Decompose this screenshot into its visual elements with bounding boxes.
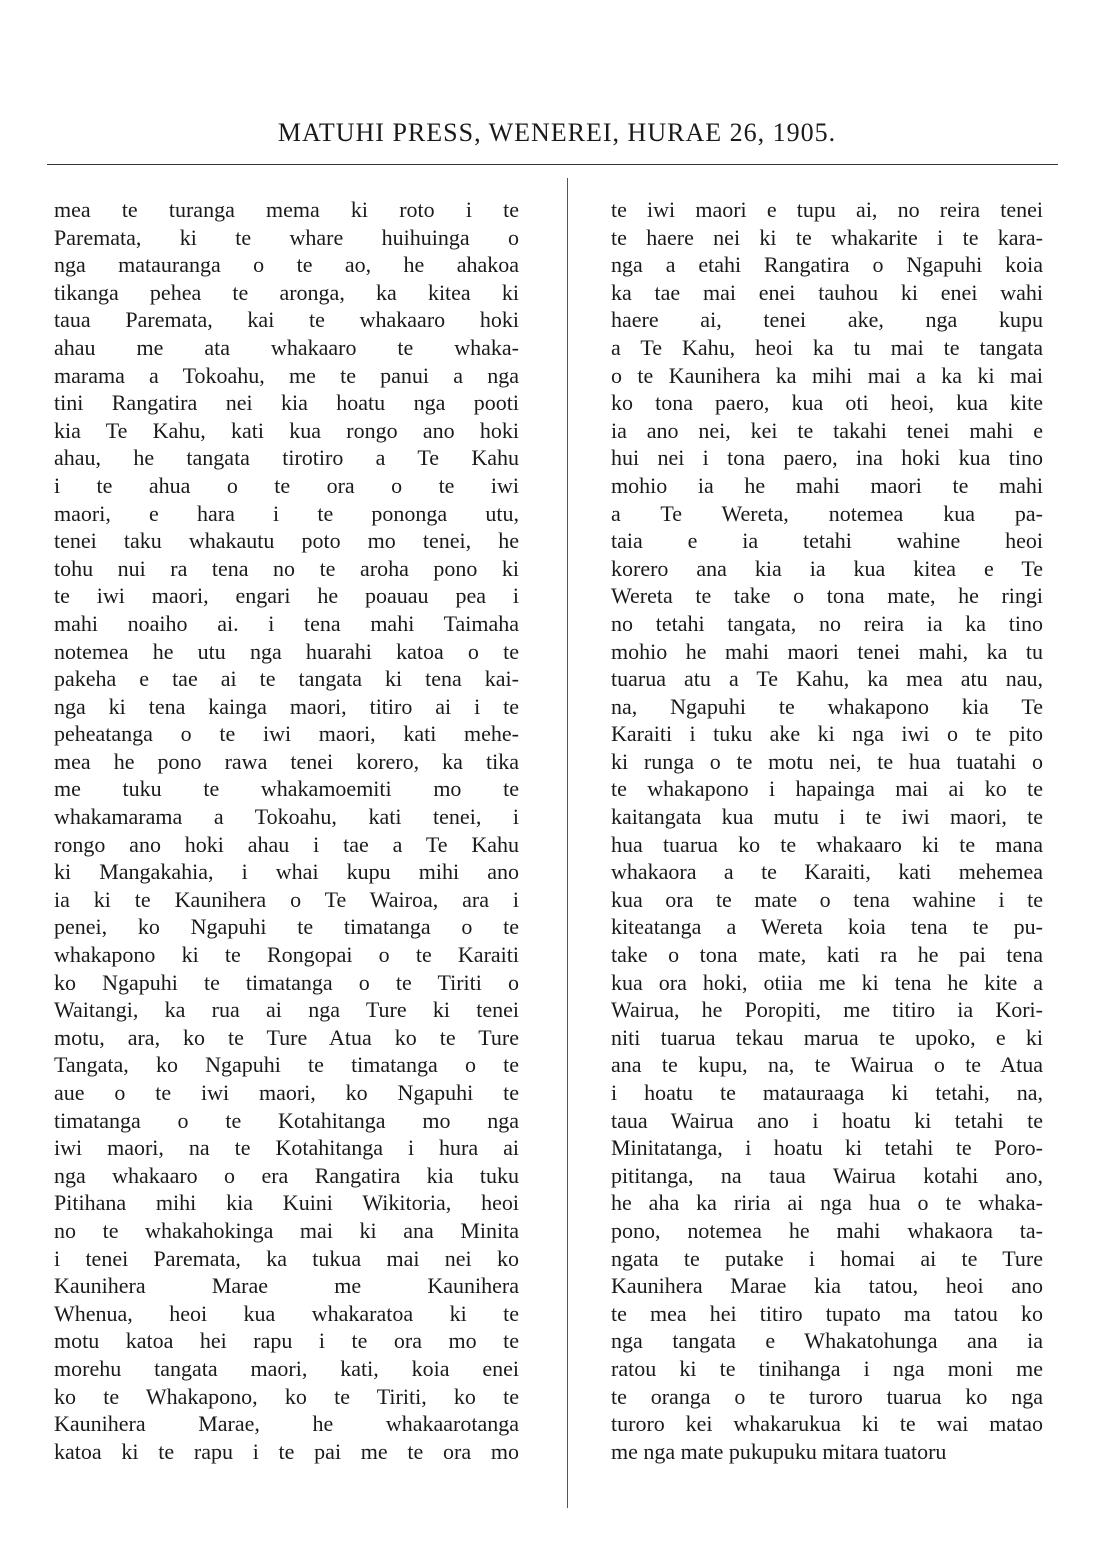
- text-line: i te ahua o te ora o te iwi: [54, 472, 519, 498]
- text-line: no te whakahokinga mai ki ana Minita: [54, 1217, 519, 1243]
- text-line: ia ano nei, kei te takahi tenei mahi e: [611, 417, 1043, 443]
- text-line: ka tae mai enei tauhou ki enei wahi: [611, 279, 1043, 305]
- text-line: ahau me ata whakaaro te whaka-: [54, 334, 519, 360]
- text-line: te iwi maori, engari he poauau pea i: [54, 583, 519, 609]
- text-line: Pitihana mihi kia Kuini Wikitoria, heoi: [54, 1190, 519, 1216]
- text-line: hui nei i tona paero, ina hoki kua tino: [611, 445, 1043, 471]
- text-line: taua Wairua ano i hoatu ki tetahi te: [611, 1107, 1043, 1133]
- header-rule: [47, 164, 1058, 165]
- text-line: te mea hei titiro tupato ma tatou ko: [611, 1300, 1043, 1326]
- text-line: whakapono ki te Rongopai o te Karaiti: [54, 942, 519, 968]
- text-line: nga tangata e Whakatohunga ana ia: [611, 1328, 1043, 1354]
- text-line: ratou ki te tinihanga i nga moni me: [611, 1355, 1043, 1381]
- text-line: nga matauranga o te ao, he ahakoa: [54, 252, 519, 278]
- text-line: hua tuarua ko te whakaaro ki te mana: [611, 831, 1043, 857]
- text-line: kaitangata kua mutu i te iwi maori, te: [611, 804, 1043, 830]
- text-line: Kaunihera Marae kia tatou, heoi ano: [611, 1273, 1043, 1299]
- text-line: Minitatanga, i hoatu ki tetahi te Poro-: [611, 1135, 1043, 1161]
- text-line: notemea he utu nga huarahi katoa o te: [54, 638, 519, 664]
- text-line: te oranga o te turoro tuarua ko nga: [611, 1383, 1043, 1409]
- text-line: tohu nui ra tena no te aroha pono ki: [54, 555, 519, 581]
- text-line: taua Paremata, kai te whakaaro hoki: [54, 307, 519, 333]
- text-line: rongo ano hoki ahau i tae a Te Kahu: [54, 831, 519, 857]
- text-line: kia Te Kahu, kati kua rongo ano hoki: [54, 417, 519, 443]
- text-line: ki runga o te motu nei, te hua tuatahi o: [611, 748, 1043, 774]
- text-line: kiteatanga a Wereta koia tena te pu-: [611, 914, 1043, 940]
- text-line: kua ora hoki, otiia me ki tena he kite a: [611, 969, 1043, 995]
- text-line: te whakapono i hapainga mai ai ko te: [611, 776, 1043, 802]
- text-line: a Te Kahu, heoi ka tu mai te tangata: [611, 334, 1043, 360]
- column-divider: [567, 178, 568, 1508]
- text-line: pititanga, na taua Wairua kotahi ano,: [611, 1162, 1043, 1188]
- text-line: o te Kaunihera ka mihi mai a ka ki mai: [611, 362, 1043, 388]
- text-line: ahau, he tangata tirotiro a Te Kahu: [54, 445, 519, 471]
- text-line: Kaunihera Marae me Kaunihera: [54, 1273, 519, 1299]
- text-line: haere ai, tenei ake, nga kupu: [611, 307, 1043, 333]
- text-line: ana te kupu, na, te Wairua o te Atua: [611, 1052, 1043, 1078]
- text-line: Karaiti i tuku ake ki nga iwi o te pito: [611, 721, 1043, 747]
- text-line: Paremata, ki te whare huihuinga o: [54, 224, 519, 250]
- text-line: ko te Whakapono, ko te Tiriti, ko te: [54, 1383, 519, 1409]
- text-line: whakamarama a Tokoahu, kati tenei, i: [54, 804, 519, 830]
- text-line: nga a etahi Rangatira o Ngapuhi koia: [611, 252, 1043, 278]
- text-line: te haere nei ki te whakarite i te kara-: [611, 224, 1043, 250]
- text-line: mea te turanga mema ki roto i te: [54, 197, 519, 222]
- text-line: te iwi maori e tupu ai, no reira tenei: [611, 197, 1043, 222]
- text-line: me nga mate pukupuku mitara tuatoru: [611, 1438, 947, 1464]
- text-line: maori, e hara i te pononga utu,: [54, 500, 519, 526]
- text-line: niti tuarua tekau marua te upoko, e ki: [611, 1024, 1043, 1050]
- text-line: ko Ngapuhi te timatanga o te Tiriti o: [54, 969, 519, 995]
- text-line: marama a Tokoahu, me te panui a nga: [54, 362, 519, 388]
- text-line: tini Rangatira nei kia hoatu nga pooti: [54, 390, 519, 416]
- text-line: he aha ka riria ai nga hua o te whaka-: [611, 1190, 1043, 1216]
- text-line: take o tona mate, kati ra he pai tena: [611, 942, 1043, 968]
- text-line: Wairua, he Poropiti, me titiro ia Kori-: [611, 997, 1043, 1023]
- text-line: ko tona paero, kua oti heoi, kua kite: [611, 390, 1043, 416]
- text-line: penei, ko Ngapuhi te timatanga o te: [54, 914, 519, 940]
- left-column: [54, 196, 519, 1465]
- text-line: pono, notemea he mahi whakaora ta-: [611, 1217, 1043, 1243]
- text-line: mahi noaiho ai. i tena mahi Taimaha: [54, 610, 519, 636]
- text-line: iwi maori, na te Kotahitanga i hura ai: [54, 1135, 519, 1161]
- text-line: no tetahi tangata, no reira ia ka tino: [611, 610, 1043, 636]
- text-line: tenei taku whakautu poto mo tenei, he: [54, 528, 519, 554]
- text-line: turoro kei whakarukua ki te wai matao: [611, 1411, 1043, 1437]
- text-line: tuarua atu a Te Kahu, ka mea atu nau,: [611, 666, 1043, 692]
- text-line: mohio ia he mahi maori te mahi: [611, 472, 1043, 498]
- text-line: me tuku te whakamoemiti mo te: [54, 776, 519, 802]
- text-line: Kaunihera Marae, he whakaarotanga: [54, 1411, 519, 1437]
- text-line: nga ki tena kainga maori, titiro ai i te: [54, 693, 519, 719]
- text-line: mea he pono rawa tenei korero, ka tika: [54, 748, 519, 774]
- text-line: whakaora a te Karaiti, kati mehemea: [611, 859, 1043, 885]
- text-line: motu katoa hei rapu i te ora mo te: [54, 1328, 519, 1354]
- text-line: ia ki te Kaunihera o Te Wairoa, ara i: [54, 886, 519, 912]
- text-line: mohio he mahi maori tenei mahi, ka tu: [611, 638, 1043, 664]
- text-line: i hoatu te matauraaga ki tetahi, na,: [611, 1080, 1043, 1105]
- text-line: ngata te putake i homai ai te Ture: [611, 1245, 1043, 1271]
- text-line: katoa ki te rapu i te pai me te ora mo: [54, 1438, 519, 1464]
- text-line: Wereta te take o tona mate, he ringi: [611, 583, 1043, 609]
- text-line: Waitangi, ka rua ai nga Ture ki tenei: [54, 997, 519, 1023]
- right-column: [611, 196, 1043, 1465]
- text-line: Tangata, ko Ngapuhi te timatanga o te: [54, 1052, 519, 1078]
- text-line: na, Ngapuhi te whakapono kia Te: [611, 693, 1043, 719]
- text-line: nga whakaaro o era Rangatira kia tuku: [54, 1162, 519, 1188]
- text-line: a Te Wereta, notemea kua pa-: [611, 500, 1043, 526]
- page-header: MATUHI PRESS, WENEREI, HURAE 26, 1905.: [277, 118, 837, 147]
- text-line: ki Mangakahia, i whai kupu mihi ano: [54, 859, 519, 885]
- text-line: motu, ara, ko te Ture Atua ko te Ture: [54, 1024, 519, 1050]
- text-line: korero ana kia ia kua kitea e Te: [611, 555, 1043, 581]
- text-line: tikanga pehea te aronga, ka kitea ki: [54, 279, 519, 305]
- text-line: timatanga o te Kotahitanga mo nga: [54, 1107, 519, 1133]
- text-line: aue o te iwi maori, ko Ngapuhi te: [54, 1080, 519, 1105]
- text-line: taia e ia tetahi wahine heoi: [611, 528, 1043, 554]
- text-line: Whenua, heoi kua whakaratoa ki te: [54, 1300, 519, 1326]
- text-line: i tenei Paremata, ka tukua mai nei ko: [54, 1245, 519, 1271]
- text-line: kua ora te mate o tena wahine i te: [611, 886, 1043, 912]
- text-line: pakeha e tae ai te tangata ki tena kai-: [54, 666, 519, 692]
- text-line: peheatanga o te iwi maori, kati mehe-: [54, 721, 519, 747]
- text-line: morehu tangata maori, kati, koia enei: [54, 1355, 519, 1381]
